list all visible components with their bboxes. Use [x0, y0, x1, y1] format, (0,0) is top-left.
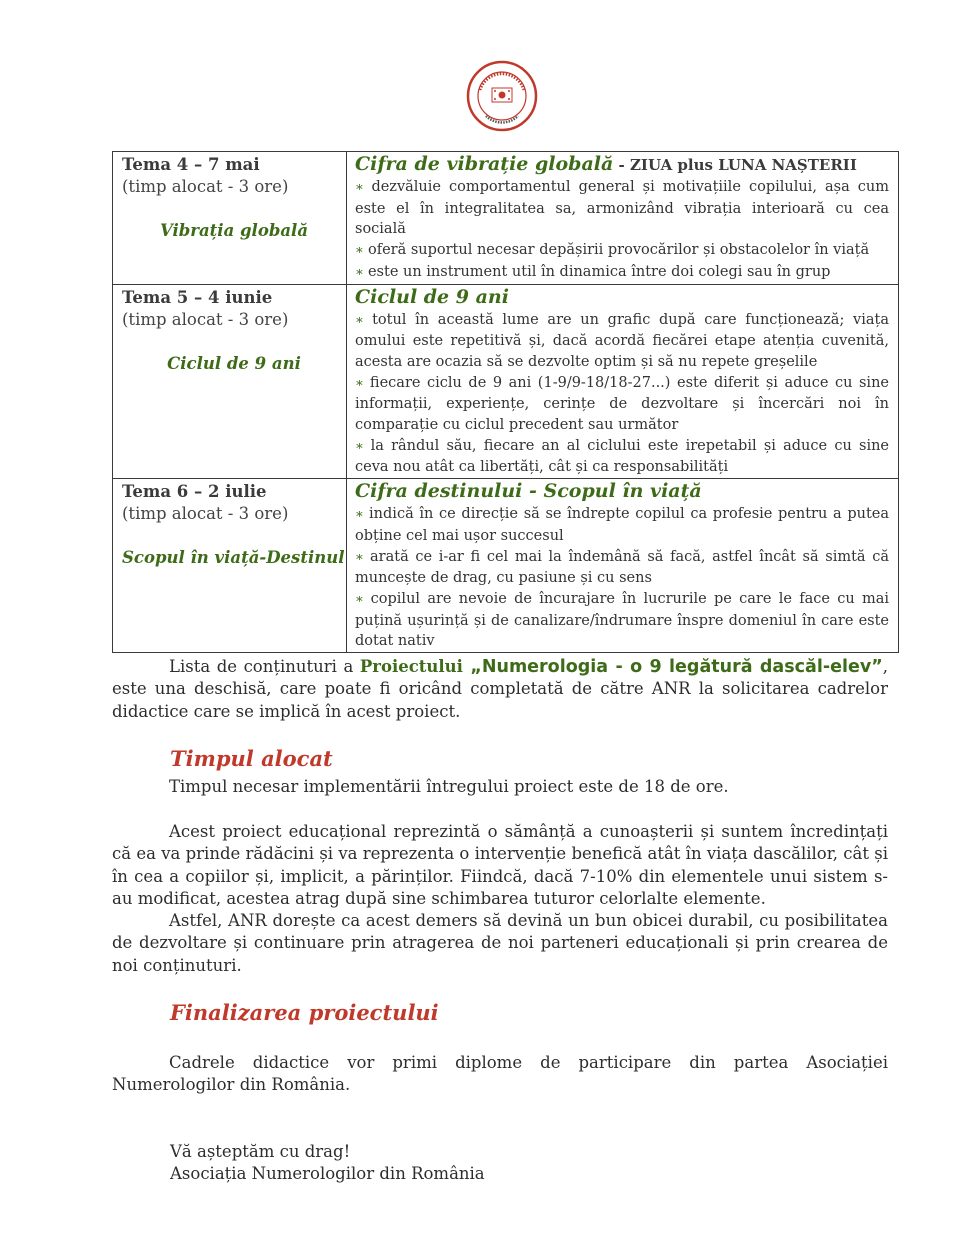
topic-title: Tema 6 – 2 iulie [122, 482, 267, 502]
asterisk-icon: ∗ [355, 312, 373, 328]
intro-paragraph [112, 656, 888, 723]
association-seal-icon [466, 60, 538, 132]
time-heading: Timpul alocat [170, 746, 333, 771]
topic-cell [113, 284, 347, 479]
bullet-text: oferă suportul necesar depășirii provocărilor și obstacolelor în viață [367, 242, 870, 259]
topic-name: Scopul în viață-Destinul [122, 548, 345, 568]
topic-name: Ciclul de 9 ani [167, 353, 301, 373]
asterisk-icon: ∗ [355, 264, 368, 280]
list-item [355, 504, 889, 546]
asterisk-icon: ∗ [355, 180, 372, 195]
heading-script: Cifra destinului - Scopul în viață [355, 480, 702, 503]
greeting: Vă așteptăm cu drag! [170, 1142, 351, 1161]
table-row [113, 479, 899, 653]
bullet-text: arată ce i-ar fi cel mai la îndemână să facă, astfel încât să simtă că muncește de drag, cu pasiune și cu sens [355, 548, 889, 587]
description-heading [355, 153, 889, 177]
asterisk-icon: ∗ [355, 591, 371, 607]
asterisk-icon: ∗ [355, 507, 370, 523]
list-item [355, 589, 889, 652]
bullet-text: este un instrument util în dinamica între doi colegi sau în grup [367, 263, 831, 280]
final-paragraph: Cadrele didactice vor primi diplome de participare din partea Asociației Numerologilor din România. [112, 1053, 888, 1095]
heading-sub: - ZIUA plus LUNA NAȘTERII [613, 156, 857, 174]
asterisk-icon: ∗ [355, 438, 371, 454]
bullet-text: totul în această lume are un grafic după care funcționează; viața omului este repetitivă și, dacă acordă fiecărei etape atenția cuvenită, acesta are ocazia să se dezvolte optim și să nu repete greșelile [355, 311, 889, 370]
description-cell [347, 479, 899, 653]
body-paragraph: Acest proiect educațional reprezintă o sămânță a cunoașterii și suntem încredințați că ea va prinde rădăcini și va reprezenta o intervenție benefică atât în viața dascălilor, cât și în cea a copiilor și, implicit, a părinților. Fiindcă, dacă 7-10% din elementele unui sistem s-au modificat, acestea atrag după sine schimbarea tuturor celorlalte elemente. [112, 822, 888, 908]
heading-script: Cifra de vibrație globală [355, 153, 614, 175]
project-name: „Numerologia - o 9 legătură dascăl-elev” [462, 657, 883, 677]
bullet-text: dezvăluie comportamentul general și motivațiile copilului, așa cum este el în integralitatea sa, armonizând vibrația interioară cu cea socială [355, 179, 890, 238]
asterisk-icon: ∗ [355, 549, 371, 565]
topic-title: Tema 5 – 4 iunie [122, 287, 273, 307]
topic-cell [113, 152, 347, 285]
table-row [113, 152, 899, 285]
topics-table [112, 151, 899, 653]
description-heading [355, 286, 889, 310]
intro-text-end: , este una deschisă, care poate fi oricând completată de către ANR la solicitarea cadrelor didactice care se implică în acest proiect. [112, 657, 889, 721]
heading-script: Ciclul de 9 ani [355, 285, 509, 308]
topic-cell [113, 479, 347, 653]
asterisk-icon: ∗ [355, 243, 368, 259]
topic-name: Vibrația globală [159, 221, 309, 240]
bullet-text: fiecare ciclu de 9 ani (1-9/9-18/18-27...) este diferit și aduce cu sine informații, experiențe, cerințe de dezvoltare și încercări noi în comparație cu ciclul precedent sau următor [355, 374, 889, 434]
topic-time: (timp alocat - 3 ore) [122, 504, 289, 524]
table-row [113, 284, 899, 479]
description-cell [347, 284, 899, 479]
bullet-text: copilul are nevoie de încurajare în lucrurile pe care le face cu mai puțină ușurință și de canalizare/îndrumare înspre domeniul în care este dotat nativ [355, 590, 889, 650]
list-item [355, 177, 889, 240]
intro-text: Lista de conținuturi a [169, 657, 360, 676]
bullet-text: la rândul său, fiecare an al ciclului este irepetabil și aduce cu sine ceva nou atât ca libertăți, cât și ca responsabilități [355, 437, 890, 476]
topic-title: Tema 4 – 7 mai [122, 155, 260, 174]
description-heading [355, 480, 889, 504]
list-item [355, 310, 889, 373]
description-cell [347, 152, 899, 285]
list-item [355, 547, 889, 589]
bullet-text: indică în ce direcție să se îndrepte copilul ca profesie pentru a putea obține cel mai ușor succesul [355, 506, 890, 544]
time-paragraph: Timpul necesar implementării întregului proiect este de 18 de ore. [169, 777, 729, 796]
list-item [355, 262, 889, 284]
body-paragraph: Astfel, ANR dorește ca acest demers să devină un bun obicei durabil, cu posibilitatea de dezvoltare și continuare prin atragerea de noi parteneri educaționali și prin crearea de noi conținuturi. [112, 911, 888, 975]
signature-org: Asociația Numerologilor din România [170, 1164, 485, 1183]
asterisk-icon: ∗ [355, 375, 370, 391]
final-heading: Finalizarea proiectului [170, 1000, 439, 1025]
list-item [355, 240, 889, 262]
topic-time: (timp alocat - 3 ore) [122, 309, 289, 329]
topic-time: (timp alocat - 3 ore) [122, 177, 289, 196]
list-item [355, 436, 889, 478]
list-item [355, 373, 889, 436]
project-word: Proiectului [359, 657, 463, 676]
